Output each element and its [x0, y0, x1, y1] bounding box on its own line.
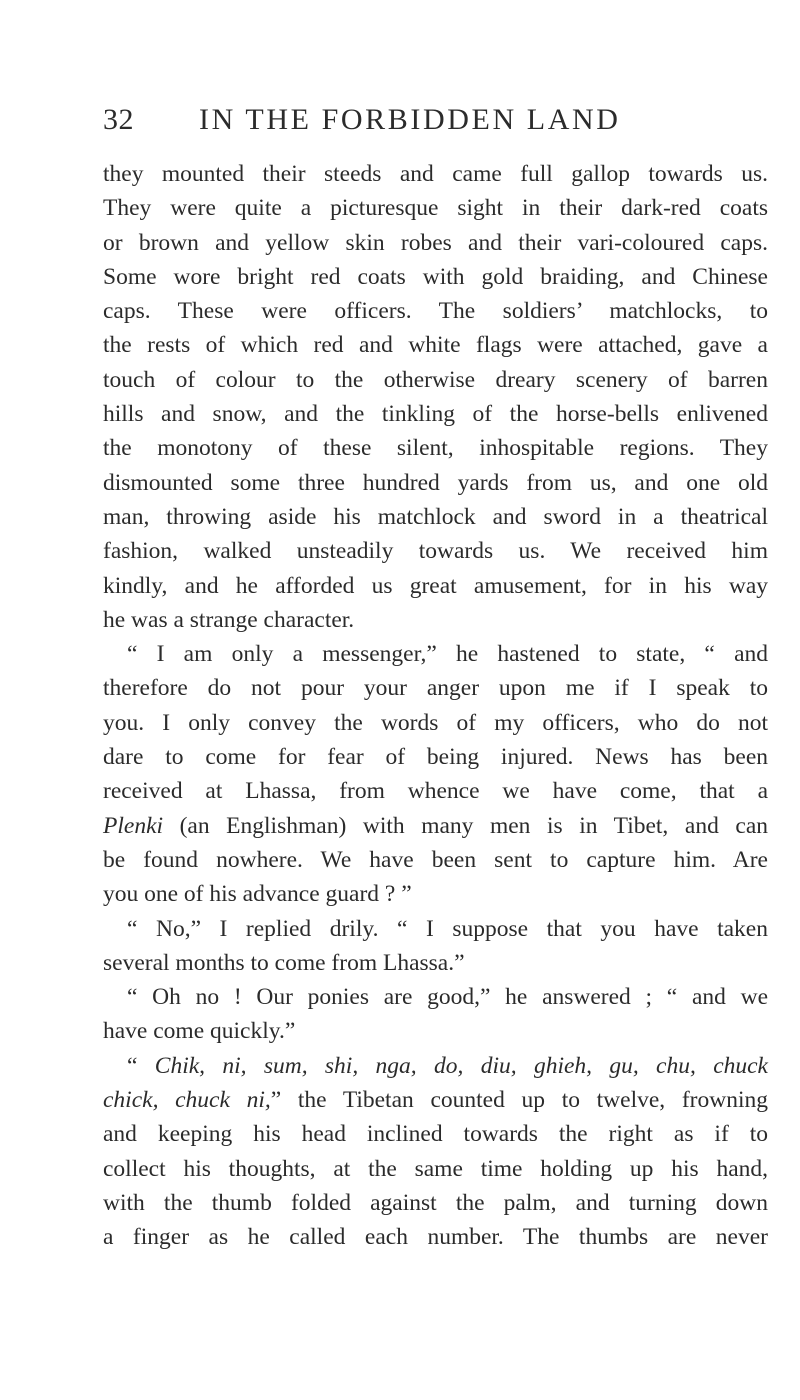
- text-line: “ Oh no ! Our ponies are good,” he answered ; “ and we: [127, 984, 768, 1011]
- text-line: be found nowhere. We have been sent to capture him. Are: [103, 846, 768, 873]
- text-line: the rests of which red and white flags were attached, gave a: [103, 332, 768, 359]
- text-line: “ I am only a messenger,” he hastened to state, “ and: [127, 641, 768, 668]
- text-line: he was a strange character.: [103, 606, 355, 633]
- text-line: “ No,” I replied drily. “ I suppose that you have taken: [127, 915, 768, 942]
- text-line: with the thumb folded against the palm, and turning down: [103, 1189, 768, 1216]
- text-line: therefore do not pour your anger upon me if I speak to: [103, 675, 768, 702]
- text-line: Plenki (an Englishman) with many men is in Tibet, and can: [103, 812, 768, 839]
- text-line: Some wore bright red coats with gold braiding, and Chinese: [103, 263, 768, 290]
- text-line: “ Chik, ni, sum, shi, nga, do, diu, ghieh, gu, chu, chuck: [127, 1052, 768, 1079]
- text-line: caps. These were officers. The soldiers’ matchlocks, to: [103, 298, 768, 325]
- paragraph: [103, 980, 768, 1049]
- text-line: you. I only convey the words of my officers, who do not: [103, 709, 768, 736]
- text-line: received at Lhassa, from whence we have come, that a: [103, 778, 768, 805]
- text-line: kindly, and he afforded us great amusement, for in his way: [103, 572, 768, 599]
- text-line: dismounted some three hundred yards from us, and one old: [103, 469, 768, 496]
- page-header: [103, 100, 763, 140]
- paragraph: [103, 912, 768, 981]
- text-line: man, throwing aside his matchlock and sword in a theatrical: [103, 503, 768, 530]
- text-line: collect his thoughts, at the same time holding up his hand,: [103, 1155, 768, 1182]
- text-line: several months to come from Lhassa.”: [103, 949, 465, 976]
- text-line: They were quite a picturesque sight in their dark-red coats: [103, 195, 768, 222]
- text-line: dare to come for fear of being injured. News has been: [103, 744, 768, 771]
- text-line: touch of colour to the otherwise dreary scenery of barren: [103, 366, 768, 393]
- text-line: fashion, walked unsteadily towards us. We received him: [103, 538, 768, 565]
- text-line: you one of his advance guard ? ”: [103, 881, 412, 908]
- paragraph: [103, 157, 768, 637]
- paragraph: [103, 1049, 768, 1255]
- page-number: 32: [103, 103, 134, 136]
- body-text: [103, 157, 768, 1255]
- running-head: IN THE FORBIDDEN LAND: [199, 103, 621, 136]
- text-line: a finger as he called each number. The thumbs are never: [103, 1224, 768, 1251]
- text-line: the monotony of these silent, inhospitable regions. They: [103, 435, 768, 462]
- text-line: and keeping his head inclined towards the right as if to: [103, 1121, 768, 1148]
- text-line: they mounted their steeds and came full gallop towards us.: [103, 161, 768, 187]
- text-line: or brown and yellow skin robes and their vari-coloured caps.: [103, 229, 768, 256]
- paragraph: [103, 637, 768, 911]
- text-line: have come quickly.”: [103, 1018, 296, 1045]
- text-line: chick, chuck ni,” the Tibetan counted up to twelve, frowning: [103, 1087, 768, 1114]
- text-line: hills and snow, and the tinkling of the horse-bells enlivened: [103, 401, 768, 428]
